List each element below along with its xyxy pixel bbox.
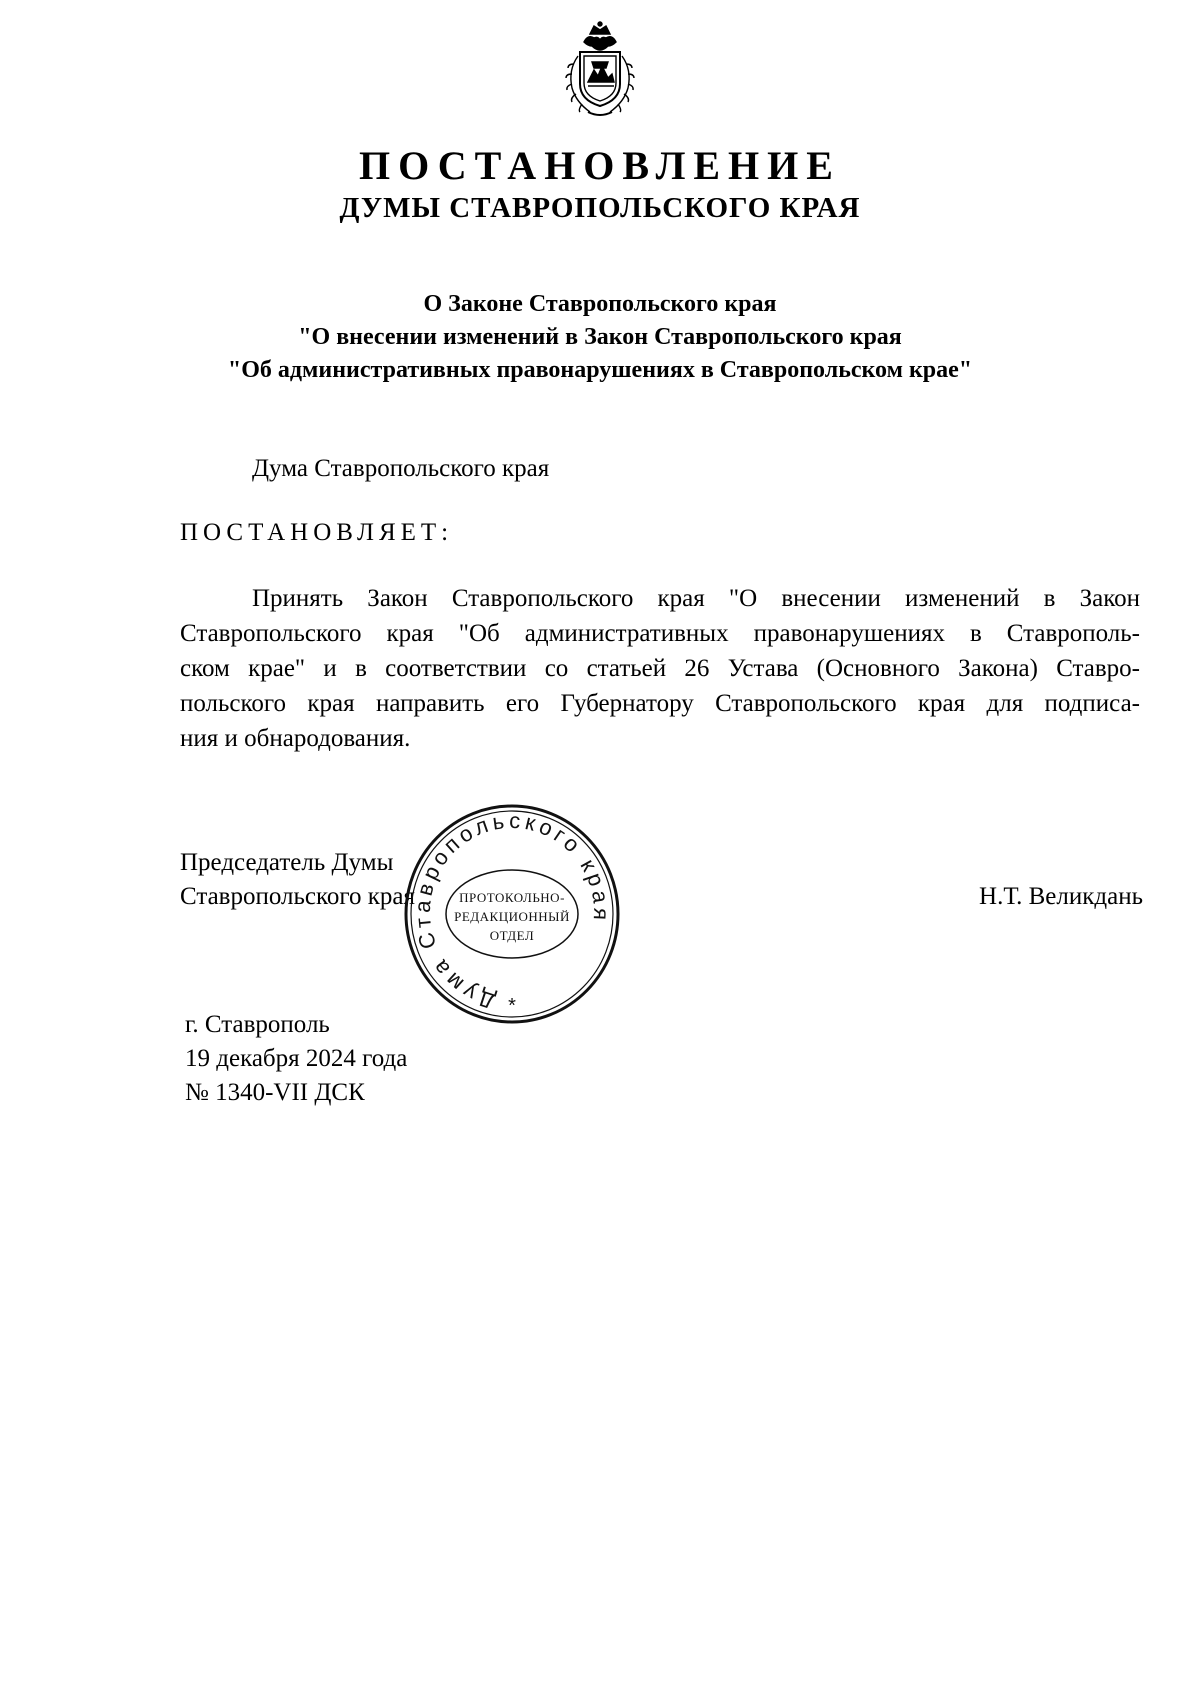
signatory-position [180,846,415,914]
stamp-center-line: ПРОТОКОЛЬНО- [459,890,565,905]
stamp-ring-text: Дума Ставропольского края [409,807,615,1015]
stamp-center-line: ОТДЕЛ [489,928,535,943]
document-subject [0,288,1200,387]
coat-of-arms-emblem [558,20,642,120]
paragraph-line: польского края направить его Губернатору Ставропольского края для подписа- [180,690,1140,717]
issuing-body: Дума Ставропольского края [252,455,550,482]
signatory-position-line: Председатель Думы [180,849,394,876]
subject-line: "О внесении изменений в Закон Ставропольского края [298,324,902,350]
signatory-position-line: Ставропольского края [180,883,415,910]
place-and-date [185,1008,407,1110]
paragraph-line: Ставропольского края "Об административных правонарушениях в Ставрополь- [180,620,1140,647]
stamp-center-text [400,888,624,945]
document-title: ПОСТАНОВЛЕНИЕ [359,143,841,188]
resolution-paragraph [180,581,1140,756]
paragraph-line: ния и обнародования. [180,725,411,752]
subject-line: "Об административных правонарушениях в Ставропольском крае" [227,357,973,383]
subject-line: О Законе Ставропольского края [423,291,777,317]
signatory-name: Н.Т. Великдань [979,883,1143,910]
document-number: № 1340-VII ДСК [185,1079,365,1106]
paragraph-line: ском крае" и в соответствии со статьей 26 Устава (Основного Закона) Ставро- [180,655,1140,682]
date: 19 декабря 2024 года [185,1045,408,1072]
stamp-center-line: РЕДАКЦИОННЫЙ [454,909,570,924]
stamp-star: * [508,995,516,1017]
paragraph-line: Принять Закон Ставропольского края "О внесении изменений в Закон [252,585,1140,612]
document-subtitle: ДУМЫ СТАВРОПОЛЬСКОГО КРАЯ [339,192,861,224]
resolves-heading: ПОСТАНОВЛЯЕТ: [180,519,454,546]
city: г. Ставрополь [185,1011,330,1038]
